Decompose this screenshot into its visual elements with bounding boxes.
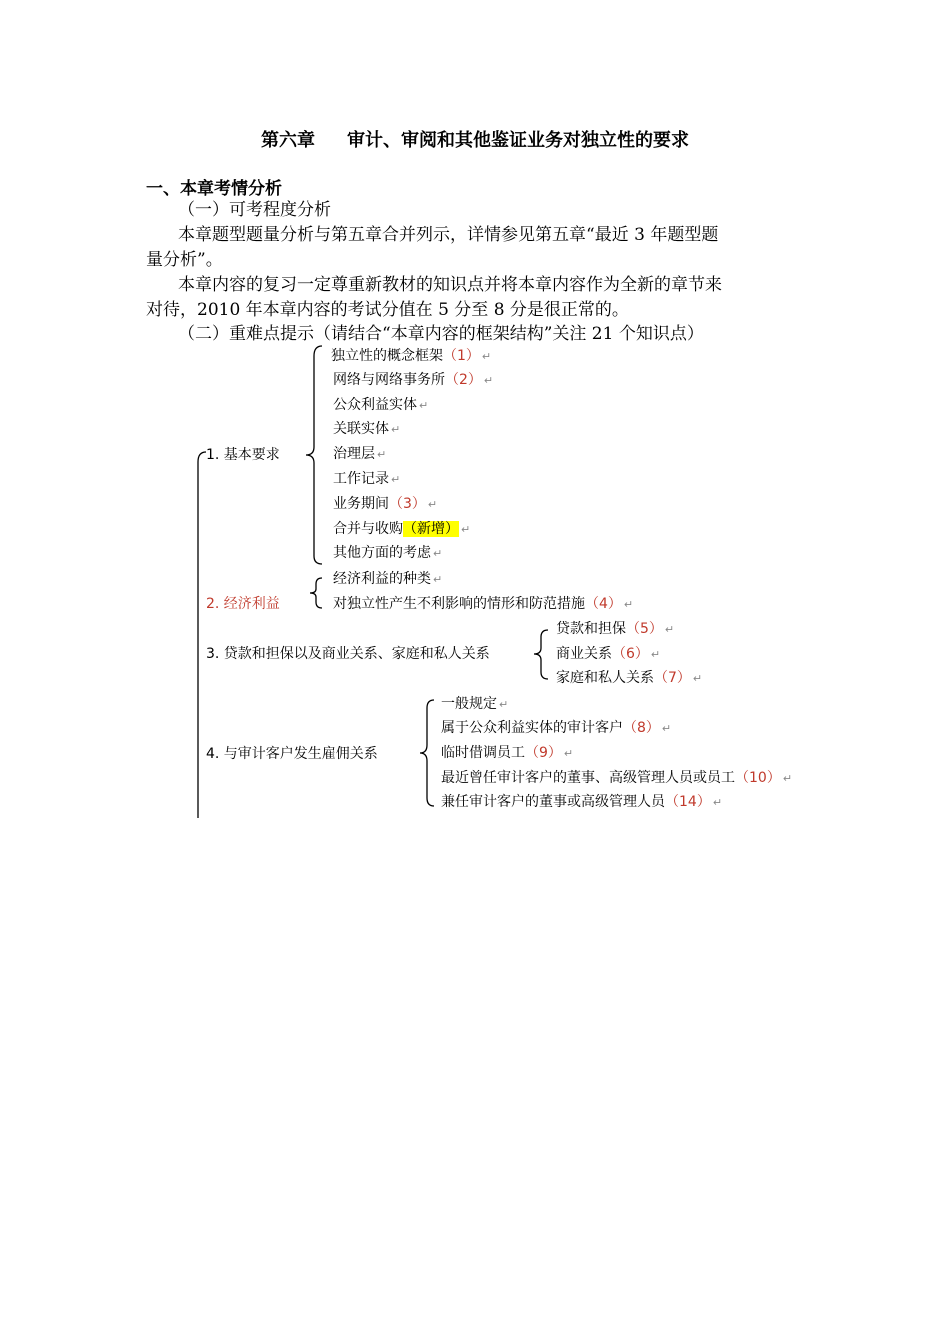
return-mark-icon: ↵ [427, 498, 438, 511]
list-item: 临时借调员工（9） ↵ [441, 745, 574, 761]
return-mark-icon: ↵ [391, 473, 401, 486]
return-mark-icon: ↵ [661, 722, 672, 735]
list-item: 商业关系（6） ↵ [556, 646, 661, 662]
list-item: 公众利益实体 ↵ [333, 397, 429, 413]
main-brace [198, 452, 206, 818]
return-mark-icon: ↵ [483, 374, 494, 387]
paragraph-1-line-1: 本章题型题量分析与第五章合并列示，详情参见第五章“最近 3 年题型题 [178, 225, 719, 245]
list-item: 经济利益的种类 ↵ [333, 571, 443, 587]
chapter-title-text: 审计、审阅和其他鉴证业务对独立性的要求 [347, 130, 689, 151]
return-mark-icon: ↵ [782, 772, 793, 785]
return-mark-icon: ↵ [481, 350, 492, 363]
list-item: 其他方面的考虑 ↵ [333, 545, 443, 561]
list-item: 家庭和私人关系（7） ↵ [556, 670, 703, 686]
chapter-number: 第六章 [261, 130, 315, 151]
group-4-label: 4. 与审计客户发生雇佣关系 [206, 746, 378, 762]
brace-group-1 [306, 346, 322, 564]
return-mark-icon: ↵ [377, 448, 387, 461]
paragraph-1-line-2: 量分析”。 [146, 250, 223, 270]
return-mark-icon: ↵ [692, 672, 703, 685]
list-item: 兼任审计客户的董事或高级管理人员（14） ↵ [441, 794, 723, 810]
list-item: 贷款和担保（5） ↵ [556, 621, 675, 637]
return-mark-icon: ↵ [650, 648, 661, 661]
group-2-label: 2. 经济利益 [206, 596, 280, 612]
brace-group-4 [420, 700, 434, 806]
subheading-key-points: （二）重难点提示（请结合“本章内容的框架结构”关注 21 个知识点） [178, 324, 704, 344]
list-item: 对独立性产生不利影响的情形和防范措施（4） ↵ [333, 596, 634, 612]
brace-group-2 [310, 578, 322, 608]
return-mark-icon: ↵ [623, 598, 634, 611]
list-item: 属于公众利益实体的审计客户（8） ↵ [441, 720, 672, 736]
list-item: 网络与网络事务所（2） ↵ [333, 372, 494, 388]
list-item: 工作记录 ↵ [333, 471, 401, 487]
return-mark-icon: ↵ [391, 423, 401, 436]
return-mark-icon: ↵ [563, 747, 574, 760]
return-mark-icon: ↵ [461, 523, 471, 536]
list-item: 一般规定 ↵ [441, 696, 509, 712]
list-item: 独立性的概念框架（1） ↵ [331, 348, 492, 364]
brace-group-3 [534, 630, 548, 679]
new-highlight-badge: （新增） [403, 521, 459, 537]
return-mark-icon: ↵ [499, 698, 509, 711]
list-item: 合并与收购（新增） ↵ [333, 521, 471, 537]
subheading-exam-degree: （一）可考程度分析 [178, 200, 331, 220]
section-heading: 一、本章考情分析 [146, 179, 282, 199]
list-item: 最近曾任审计客户的董事、高级管理人员或员工（10） ↵ [441, 770, 793, 786]
group-3-label: 3. 贷款和担保以及商业关系、家庭和私人关系 [206, 646, 490, 662]
list-item: 治理层 ↵ [333, 446, 387, 462]
return-mark-icon: ↵ [433, 573, 443, 586]
paragraph-2-line-1: 本章内容的复习一定尊重新教材的知识点并将本章内容作为全新的章节来 [178, 275, 722, 295]
return-mark-icon: ↵ [664, 623, 675, 636]
list-item: 关联实体 ↵ [333, 421, 401, 437]
paragraph-2-line-2: 对待，2010 年本章内容的考试分值在 5 分至 8 分是很正常的。 [146, 300, 629, 320]
return-mark-icon: ↵ [712, 796, 723, 809]
return-mark-icon: ↵ [419, 399, 429, 412]
list-item: 业务期间（3） ↵ [333, 496, 438, 512]
return-mark-icon: ↵ [433, 547, 443, 560]
group-1-label: 1. 基本要求 [206, 447, 280, 463]
